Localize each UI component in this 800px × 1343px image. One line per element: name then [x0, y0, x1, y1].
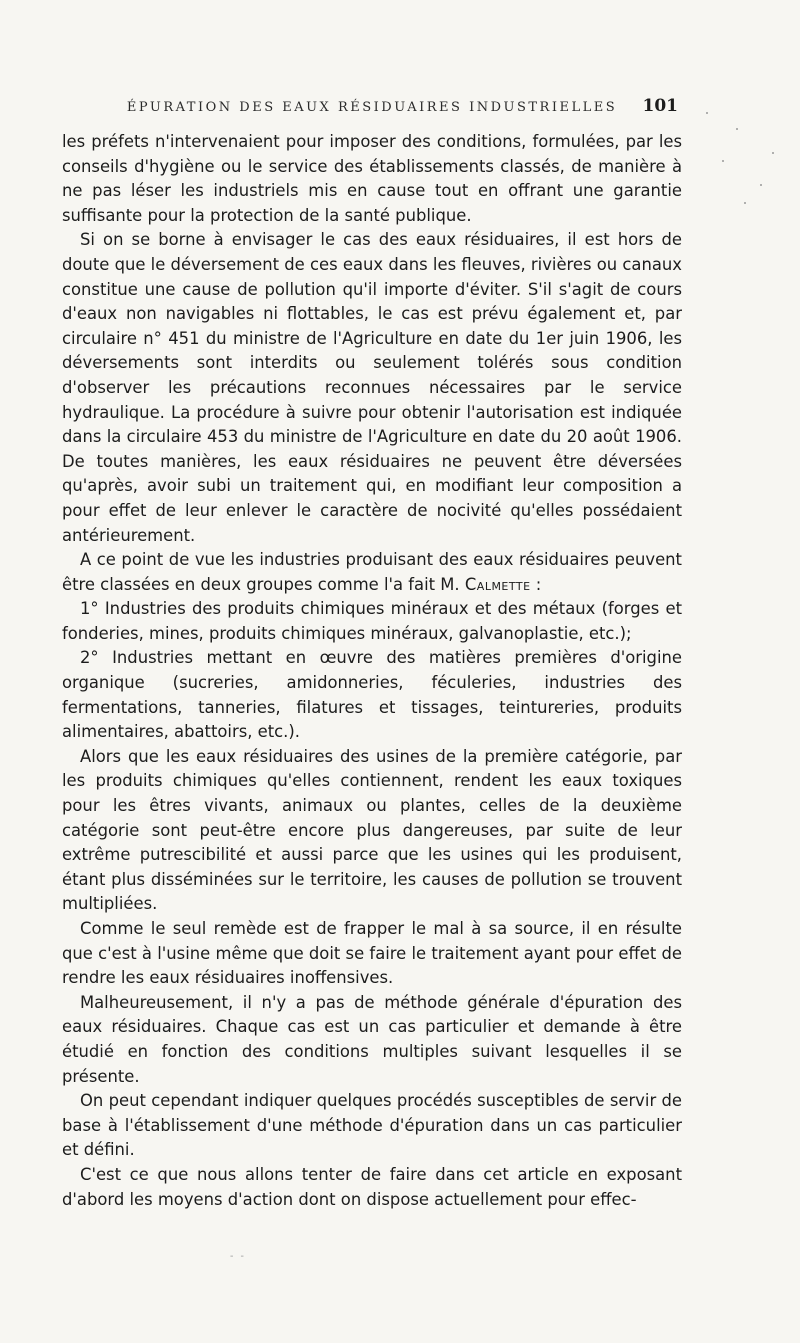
paragraph: Comme le seul remède est de frapper le mal à sa source, il en résulte que c'est à l'usine même que doit se faire le traitement ayant pour effet de rendre les eaux résiduaires inoffensives.: [62, 919, 682, 988]
list-item: 2° Industries mettant en œuvre des matières premières d'origine organique (sucreries, amidonneries, féculeries, industries des fermentations, tanneries, filatures et tissages, teintureries, produits alimentaires, abattoirs, etc.).: [62, 648, 682, 742]
scan-speck: [736, 128, 738, 130]
page-number: 101: [642, 96, 678, 116]
list-item: 1° Industries des produits chimiques minéraux et des métaux (forges et fonderies, mines, produits chimiques minéraux, galvanoplastie, etc.);: [62, 599, 682, 643]
paragraph: [62, 548, 682, 597]
paragraph: Malheureusement, il n'y a pas de méthode générale d'épuration des eaux résiduaires. Chaque cas est un cas particulier et demande à être étudié en fonction des conditions multiples suivant lesquelles il se présente.: [62, 992, 682, 1086]
scan-speck: [744, 202, 746, 204]
paragraph: Si on se borne à envisager le cas des eaux résiduaires, il est hors de doute que le déversement de ces eaux dans les fleuves, rivières ou canaux constitue une cause de pollution qu'il importe d'éviter. S'il s'agit de cours d'eaux non navigables ni flottables, le cas est prévu également et, par circulaire n° 451 du ministre de l'Agriculture en date du 1er juin 1906, les déversements sont interdits ou seulement tolérés sous condition d'observer les précautions reconnues nécessaires par le service hydraulique. La procédure à suivre pour obtenir l'autorisation est indiquée dans la circulaire 453 du ministre de l'Agriculture en date du 20 août 1906. De toutes manières, les eaux résiduaires ne peuvent être déversées qu'après, avoir subi un traitement qui, en modifiant leur composition a pour effet de leur enlever le caractère de nocivité qu'elles possédaient antérieurement.: [62, 230, 682, 545]
scan-speck: [722, 160, 724, 162]
running-header-title: ÉPURATION DES EAUX RÉSIDUAIRES INDUSTRIELLES: [126, 100, 618, 115]
paragraph: C'est ce que nous allons tenter de faire dans cet article en exposant d'abord les moyens d'action dont on dispose actuellement pour effec-: [62, 1164, 682, 1209]
paragraph: Alors que les eaux résiduaires des usines de la première catégorie, par les produits chimiques qu'elles contiennent, rendent les eaux toxiques pour les êtres vivants, animaux ou plantes, celles de la deuxième catégorie sont peut-être encore plus dangereuses, par suite de leur extrême putrescibilité et aussi parce que les usines qui les produisent, étant plus disséminées sur le territoire, les causes de pollution se trouvent multipliées.: [62, 746, 682, 914]
paragraph: On peut cependant indiquer quelques procédés susceptibles de servir de base à l'établissement d'une méthode d'épuration dans un cas particulier et défini.: [62, 1091, 682, 1160]
paragraph-text: A ce point de vue les industries produisant des eaux résiduaires peuvent être classées en deux groupes comme l'a fait M.: [62, 550, 682, 594]
paragraph: les préfets n'intervenaient pour imposer des conditions, formulées, par les conseils d'hygiène ou le service des établissements classés, de manière à ne pas léser les industriels mis en cause tout en offrant une garantie suffisante pour la protection de la santé publique.: [62, 132, 682, 225]
body-text: [62, 130, 682, 1212]
page: [62, 96, 682, 1212]
paragraph-text: :: [530, 574, 542, 594]
bottom-mark: - -: [230, 1251, 246, 1262]
running-header: [62, 96, 682, 122]
scan-speck: [772, 152, 774, 154]
author-name: Calmette: [464, 574, 531, 594]
scan-speck: [706, 112, 708, 114]
scan-speck: [760, 184, 762, 186]
